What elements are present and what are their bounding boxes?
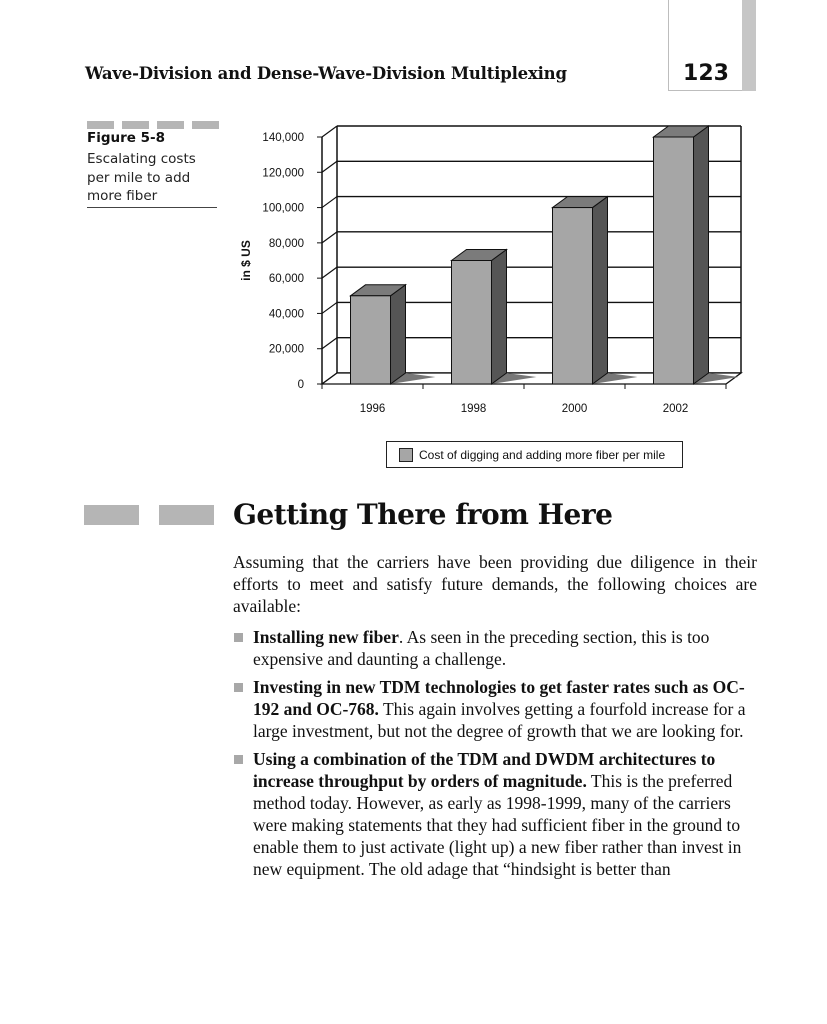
bullet-text: . As seen in the preceding section, this is too expensive and daunting a challenge. <box>253 627 710 669</box>
gridline-depth <box>322 232 337 243</box>
bullet-square-icon <box>234 633 243 642</box>
bullet-text: This again involves getting a fourfold increase for a large investment, but not the degree of growth that we are looking for. <box>253 699 746 741</box>
bar <box>351 296 391 384</box>
bullet-square-icon <box>234 683 243 692</box>
y-tick-label: 80,000 <box>268 237 304 250</box>
section-title: Getting There from Here <box>233 498 613 531</box>
x-tick-label: 1996 <box>359 403 386 415</box>
gridline-depth <box>322 338 337 349</box>
running-head: Wave-Division and Dense-Wave-Division Multiplexing <box>85 64 567 83</box>
chart-legend <box>386 441 683 468</box>
bar <box>452 261 492 385</box>
y-tick-label: 60,000 <box>268 273 304 286</box>
y-tick-label: 100,000 <box>262 202 304 215</box>
section-bar-right <box>159 505 214 525</box>
choices-list <box>233 626 757 886</box>
figure-label: Figure 5-8 <box>87 130 166 146</box>
section-bar-left <box>84 505 139 525</box>
list-item <box>233 626 757 670</box>
bullet-text: This is the preferred method today. However, as early as 1998-1999, many of the carriers were making statements that they had sufficient fiber in the ground to enable them to just activate (light up) a new fiber rather than invest in new equipment. The old adage that “hindsight is better than <box>253 771 742 879</box>
legend-label: Cost of digging and adding more fiber per mile <box>419 447 666 462</box>
y-tick-label: 20,000 <box>268 343 304 356</box>
bullet-bold-lead: Investing in new TDM technologies to get faster rates such as OC-192 and OC-768. <box>253 677 745 719</box>
x-tick-label: 2000 <box>561 403 588 415</box>
x-tick-label: 1998 <box>460 403 487 415</box>
gridline-depth <box>322 126 337 137</box>
page-number: 123 <box>683 61 729 86</box>
gridline-depth <box>322 302 337 313</box>
y-tick-label: 0 <box>297 379 304 391</box>
bar-side <box>694 126 709 384</box>
figure-caption: Escalating costs per mile to add more fiber <box>87 151 196 204</box>
y-axis-label: in $ US <box>239 240 253 281</box>
gridline-depth <box>322 267 337 278</box>
y-tick-label: 40,000 <box>268 308 304 321</box>
bullet-bold-lead: Installing new fiber <box>253 627 399 647</box>
bar-chart <box>0 0 827 500</box>
intro-paragraph: Assuming that the carriers have been providing due diligence in their efforts to meet and satisfy future demands, the following choices are available: <box>233 552 757 616</box>
bar <box>654 137 694 384</box>
gridline-depth <box>322 197 337 208</box>
bar-side <box>492 250 507 385</box>
x-tick-label: 2002 <box>662 403 689 415</box>
bar-side <box>391 285 406 384</box>
bar-side <box>593 197 608 384</box>
bullet-square-icon <box>234 755 243 764</box>
list-item <box>233 676 757 742</box>
legend-swatch <box>399 448 413 462</box>
bar <box>553 208 593 384</box>
gridline-depth <box>322 161 337 172</box>
y-tick-label: 140,000 <box>262 132 304 144</box>
list-item <box>233 748 757 880</box>
y-tick-label: 120,000 <box>262 167 304 180</box>
bullet-bold-lead: Using a combination of the TDM and DWDM architectures to increase throughput by orders of magnitude. <box>253 749 716 791</box>
